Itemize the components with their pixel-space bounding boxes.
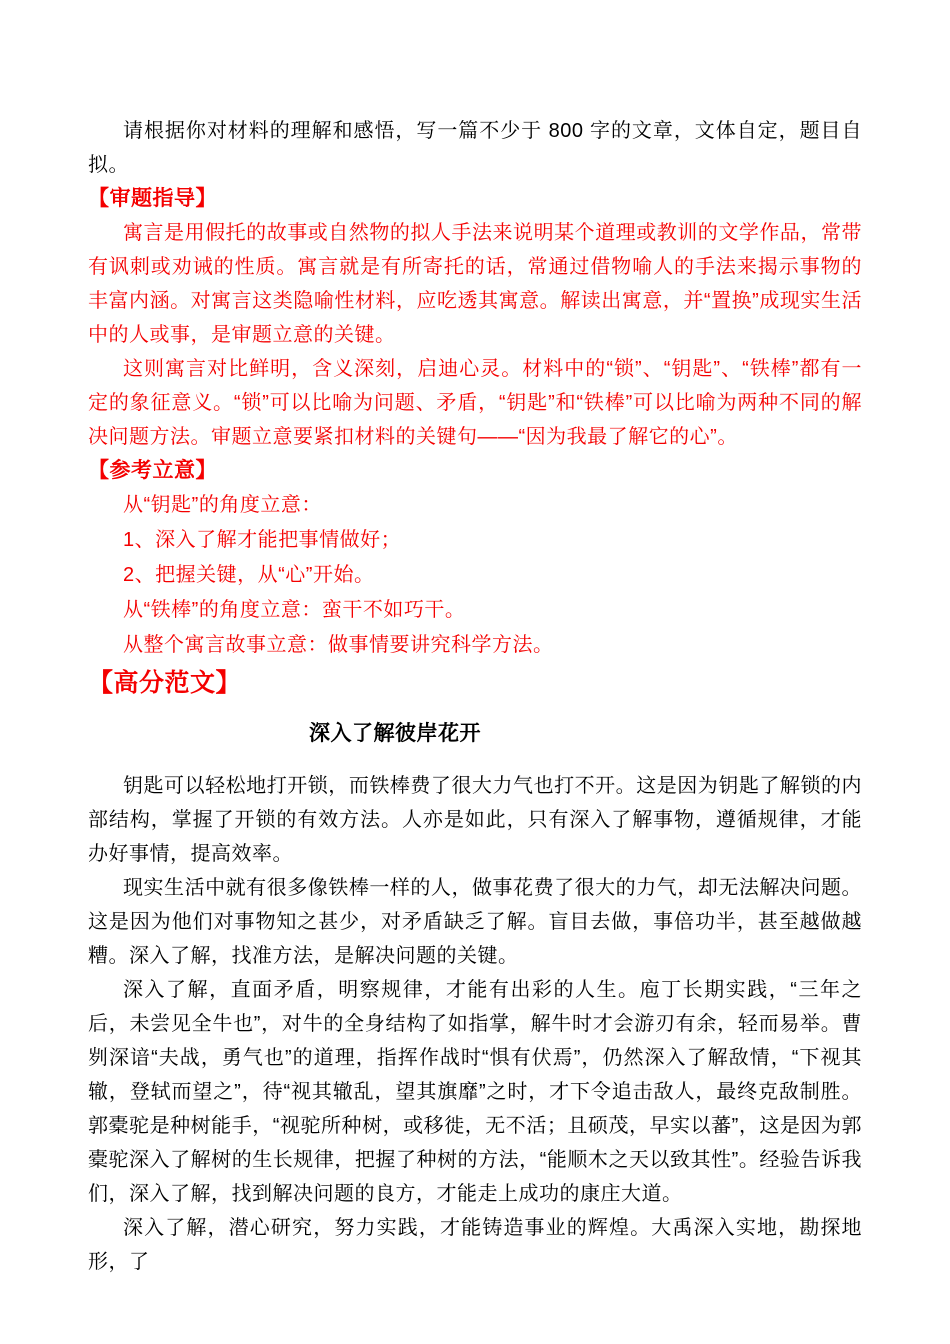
cankao-item-1: 从“钥匙”的角度立意： <box>123 494 322 516</box>
section-heading-shenti-zhidao: 【审题指导】 <box>88 187 217 210</box>
essay-title: 深入了解彼岸花开 <box>309 722 481 745</box>
cankao-item-5: 从整个寓言故事立意：做事情要讲究科学方法。 <box>123 634 554 656</box>
section-heading-gaofen-fanwen: 【高分范文】 <box>88 669 242 697</box>
intro-paragraph: 请根据你对材料的理解和感悟，写一篇不少于 800 字的文章，文体自定，题目自拟。 <box>88 120 862 176</box>
section-heading-cankao-liyi: 【参考立意】 <box>88 459 217 482</box>
essay-paragraph-3: 深入了解，直面矛盾，明察规律，才能有出彩的人生。庖丁长期实践，“三年之后，未尝见全牛也”，对牛的全身结构了如指掌，解牛时才会游刃有余，轻而易举。曹刿深谙“夫战，勇气也”的道理，指挥作战时“惧有伏焉”，仍然深入了解敌情，“下视其辙，登轼而望之”，待“视其辙乱，望其旗靡”之时，才下令追击敌人，最终克敌制胜。郭橐驼是种树能手，“视驼所种树，或移徙，无不活；且硕茂，早实以蕃”，这是因为郭橐驼深入了解树的生长规律，把握了种树的方法，“能顺木之天以致其性”。经验告诉我们，深入了解，找到解决问题的良方，才能走上成功的康庄大道。 <box>88 979 862 1205</box>
essay-paragraph-2: 现实生活中就有很多像铁棒一样的人，做事花费了很大的力气，却无法解决问题。这是因为他们对事物知之甚少，对矛盾缺乏了解。盲目去做，事倍功半，甚至越做越糟。深入了解，找准方法，是解决问题的关键。 <box>88 877 862 967</box>
cankao-item-3: 2、把握关键，从“心”开始。 <box>123 564 375 586</box>
shenti-paragraph-1: 寓言是用假托的故事或自然物的拟人手法来说明某个道理或教训的文学作品，常带有讽刺或劝诫的性质。寓言就是有所寄托的话，常通过借物喻人的手法来揭示事物的丰富内涵。对寓言这类隐喻性材料，应吃透其寓意。解读出寓意，并“置换”成现实生活中的人或事，是审题立意的关键。 <box>88 222 862 346</box>
shenti-paragraph-2: 这则寓言对比鲜明，含义深刻，启迪心灵。材料中的“锁”、“钥匙”、“铁棒”都有一定的象征意义。“锁”可以比喻为问题、矛盾，“钥匙”和“铁棒”可以比喻为两种不同的解决问题方法。审题立意要紧扣材料的关键句——“因为我最了解它的心”。 <box>88 358 862 448</box>
cankao-item-4: 从“铁棒”的角度立意：蛮干不如巧干。 <box>123 599 466 621</box>
essay-paragraph-1: 钥匙可以轻松地打开锁，而铁棒费了很大力气也打不开。这是因为钥匙了解锁的内部结构，掌握了开锁的有效方法。人亦是如此，只有深入了解事物，遵循规律，才能办好事情，提高效率。 <box>88 775 862 865</box>
essay-paragraph-4: 深入了解，潜心研究，努力实践，才能铸造事业的辉煌。大禹深入实地，勘探地形，了 <box>88 1217 862 1273</box>
cankao-item-2: 1、深入了解才能把事情做好； <box>123 529 402 551</box>
